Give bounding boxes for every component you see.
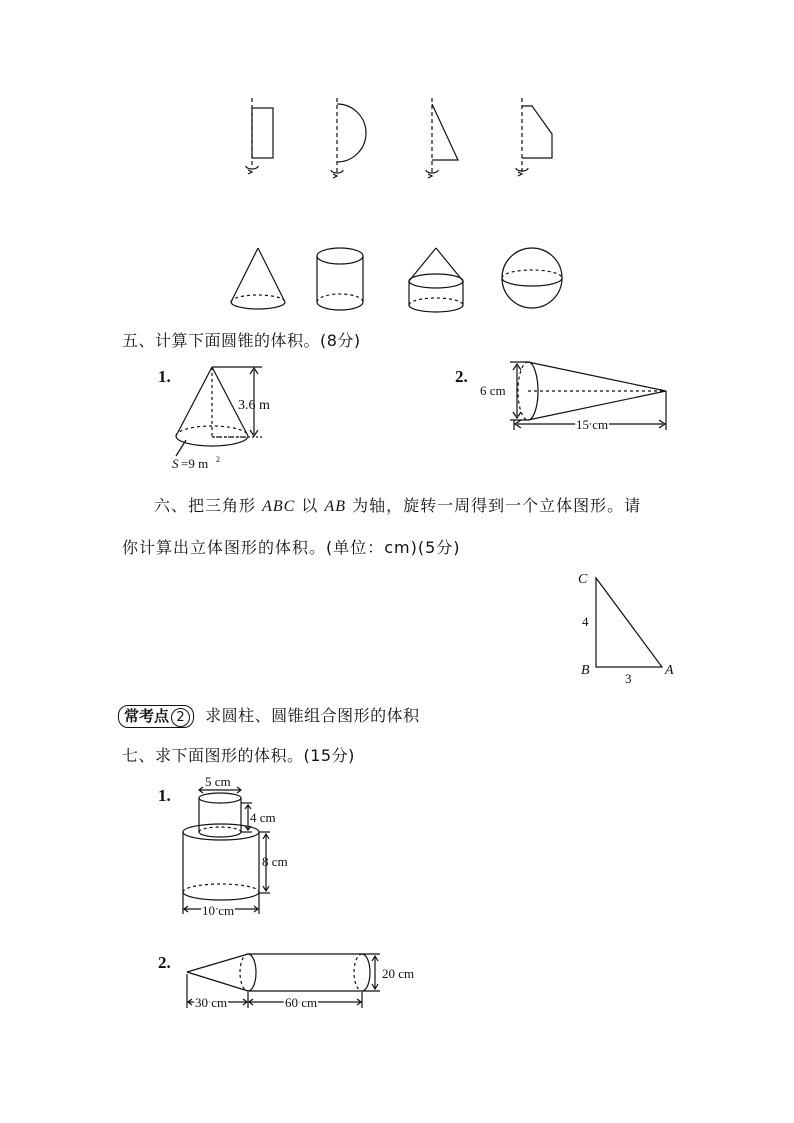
s7-q1-top-h: 4 cm bbox=[250, 810, 276, 825]
s7-q1-bottom-h: 8 cm bbox=[262, 854, 288, 869]
s5-q2-length: 15 cm bbox=[576, 417, 609, 432]
s5-q2-diameter: 6 cm bbox=[480, 383, 506, 398]
s5-q1-base-sup: 2 bbox=[216, 455, 220, 464]
s7-q2-cyl-len: 60 cm bbox=[285, 995, 318, 1010]
section5-heading: 五、计算下面圆锥的体积。(8分) bbox=[122, 331, 361, 350]
s7-q2-diam: 20 cm bbox=[382, 966, 415, 981]
kaodian-title: 求圆柱、圆锥组合图形的体积 bbox=[205, 706, 420, 725]
s6-line1-mid: 以 bbox=[295, 496, 325, 515]
tri-B: B bbox=[581, 663, 590, 678]
kaodian-badge-text: 常考点 bbox=[124, 707, 170, 725]
s6-line1-post: 为轴，旋转一周得到一个立体图形。请 bbox=[346, 496, 642, 515]
s5-q1-base-area: =9 m bbox=[181, 456, 209, 471]
tri-C: C bbox=[578, 572, 588, 587]
s6-abc: ABC bbox=[262, 498, 296, 515]
section7-heading: 七、求下面图形的体积。(15分) bbox=[122, 746, 355, 765]
s6-ab: AB bbox=[324, 498, 347, 515]
kaodian-badge-num: 2 bbox=[171, 708, 190, 727]
tri-A: A bbox=[665, 663, 674, 678]
s5-q1-base-S: S bbox=[172, 456, 179, 471]
s7-q1-top-diam: 5 cm bbox=[205, 774, 231, 789]
s7-q2-cone-len: 30 cm bbox=[195, 995, 228, 1010]
tri-side-ba: 3 bbox=[625, 671, 632, 686]
s7-q1-bottom-diam: 10 cm bbox=[202, 903, 235, 918]
s5-q1-height: 3.6 m bbox=[238, 398, 270, 413]
s5-q1-number: 1. bbox=[158, 367, 171, 386]
s5-q2-number: 2. bbox=[455, 367, 468, 386]
tri-side-cb: 4 bbox=[582, 614, 589, 629]
section6-line2: 你计算出立体图形的体积。(单位：cm)(5分) bbox=[122, 538, 461, 557]
s7-q1-number: 1. bbox=[158, 786, 171, 805]
s7-q2-number: 2. bbox=[158, 953, 171, 972]
s6-line1-pre: 六、把三角形 bbox=[154, 496, 263, 515]
